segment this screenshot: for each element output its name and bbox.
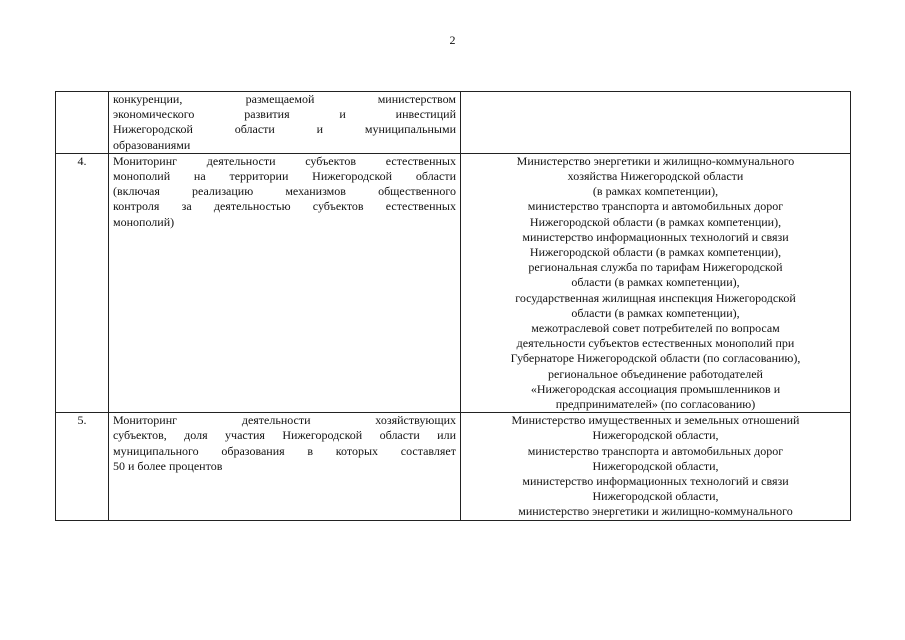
description-line: (включая реализацию механизмов общественного	[113, 184, 456, 199]
responsible-line: Министерство имущественных и земельных отношений	[511, 413, 800, 428]
measure-description-cell	[109, 92, 461, 154]
responsible-line: (в рамках компетенции),	[592, 184, 719, 199]
description-line: монополий на территории Нижегородской области	[113, 169, 456, 184]
description-line: муниципального образования в которых составляет	[113, 443, 456, 458]
page-number: 2	[449, 33, 456, 47]
description-line: Мониторинг деятельности субъектов естественных	[113, 153, 456, 168]
responsible-line: Нижегородской области (в рамках компетенции),	[529, 245, 782, 260]
responsible-line: Министерство энергетики и жилищно-коммунального	[516, 153, 795, 168]
measure-description-cell	[109, 413, 461, 520]
responsible-line: Нижегородской области,	[592, 458, 719, 473]
responsible-line: министерство информационных технологий и связи	[522, 229, 789, 244]
responsible-cell	[461, 92, 851, 154]
responsible-line: хозяйства Нижегородской области	[567, 169, 744, 184]
responsible-cell	[461, 413, 851, 520]
responsible-line: Нижегородской области (в рамках компетенции),	[529, 214, 782, 229]
row-number-cell: 5.	[56, 413, 109, 520]
responsible-line: региональная служба по тарифам Нижегородской	[528, 260, 783, 275]
description-line: образованиями	[113, 137, 191, 152]
responsible-line: министерство транспорта и автомобильных дорог	[527, 443, 784, 458]
responsible-line: министерство транспорта и автомобильных дорог	[527, 199, 784, 214]
responsible-line: деятельности субъектов естественных монополий при	[516, 336, 795, 351]
description-line: Мониторинг деятельности хозяйствующих	[113, 413, 456, 428]
table-row	[56, 153, 851, 412]
responsible-cell	[461, 153, 851, 412]
measure-description-cell	[109, 153, 461, 412]
responsible-line: министерство энергетики и жилищно-коммунального	[518, 504, 793, 519]
responsible-line: Губернаторе Нижегородской области (по согласованию),	[510, 351, 801, 366]
description-line: контроля за деятельностью субъектов естественных	[113, 199, 456, 214]
responsible-line: региональное объединение работодателей	[548, 366, 763, 381]
responsible-line: межотраслевой совет потребителей по вопросам	[531, 321, 780, 336]
responsible-line: министерство информационных технологий и связи	[522, 474, 789, 489]
description-line: Нижегородской области и муниципальными	[113, 122, 456, 137]
description-line: монополий)	[113, 214, 175, 229]
description-line: конкуренции, размещаемой министерством	[113, 92, 456, 106]
responsible-line: предпринимателей» (по согласованию)	[555, 397, 756, 412]
description-line: субъектов, доля участия Нижегородской области или	[113, 428, 456, 443]
responsible-line: области (в рамках компетенции),	[571, 305, 740, 320]
measures-table	[55, 91, 851, 521]
responsible-line: Нижегородской области,	[592, 489, 719, 504]
description-line: экономического развития и инвестиций	[113, 107, 456, 122]
responsible-line: Нижегородской области,	[592, 428, 719, 443]
table-row	[56, 413, 851, 520]
responsible-line: «Нижегородская ассоциация промышленников и	[530, 381, 781, 396]
description-line: 50 и более процентов	[113, 458, 223, 473]
responsible-line: области (в рамках компетенции),	[571, 275, 740, 290]
row-number-cell	[56, 92, 109, 154]
table-row	[56, 92, 851, 154]
responsible-line: государственная жилищная инспекция Нижегородской	[515, 290, 796, 305]
row-number-cell: 4.	[56, 153, 109, 412]
